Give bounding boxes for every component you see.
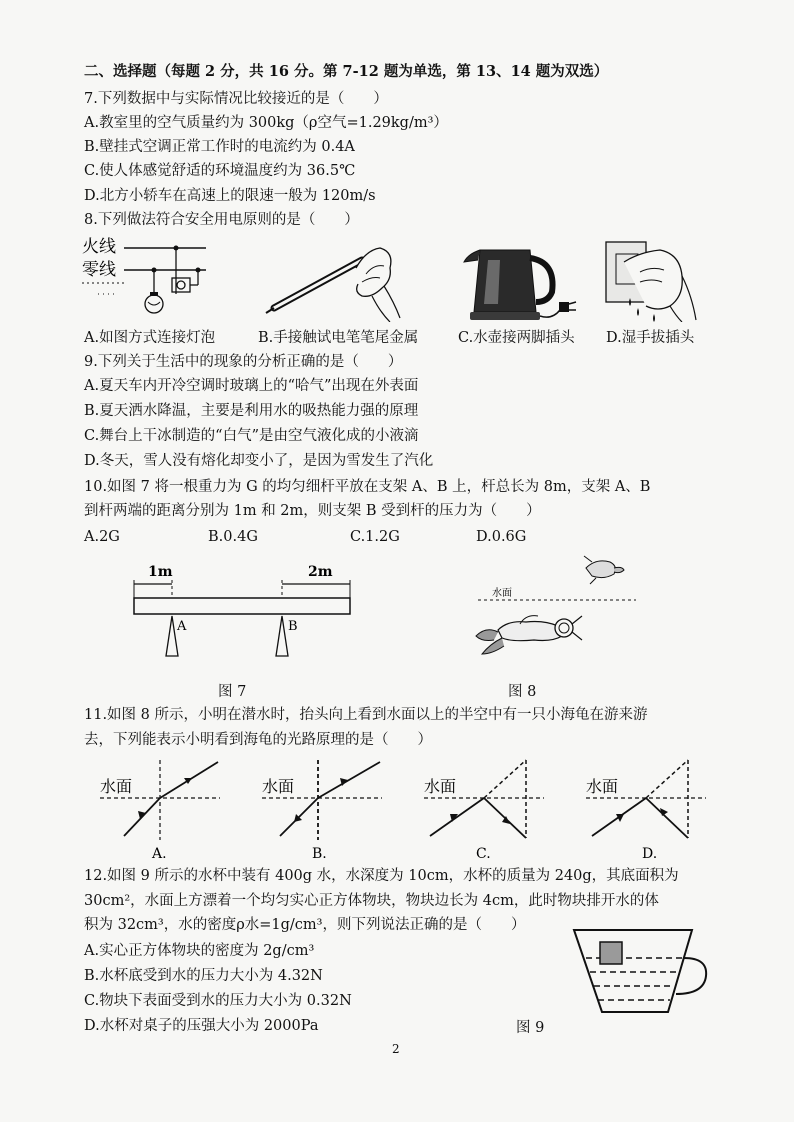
q11-diagram-a <box>94 756 224 862</box>
q7-option-c: C.使人体感觉舒适的环境温度约为 36.5℃ <box>84 163 356 179</box>
q7-option-d: D.北方小轿车在高速上的限速一般为 120m/s <box>84 188 376 204</box>
q11-stem-line1: 11.如图 8 所示，小明在潜水时，抬头向上看到水面以上的半空中有一只小海龟在游来游 <box>84 707 648 723</box>
q8-figure-wet-hand-plug <box>600 236 700 322</box>
fig7-support-a-label: A <box>177 619 187 634</box>
q9-option-a: A.夏天车内开冷空调时玻璃上的“哈气”出现在外表面 <box>84 378 419 394</box>
figure-8-diver <box>468 548 638 668</box>
q8-figure-kettle <box>460 236 580 322</box>
q8-option-d: D.湿手拔插头 <box>606 330 695 346</box>
q8-option-c: C.水壶接两脚插头 <box>458 330 575 346</box>
q7-option-b: B.壁挂式空调正常工作时的电流约为 0.4A <box>84 139 355 155</box>
q11-b-water-label: 水面 <box>262 777 295 796</box>
figure-9-cup <box>566 924 722 1016</box>
q12-option-b: B.水杯底受到水的压力大小为 4.32N <box>84 968 323 984</box>
q11-diagram-c <box>418 756 548 862</box>
q12-option-d: D.水杯对桌子的压强大小为 2000Pa <box>84 1018 319 1034</box>
q10-stem-line1: 10.如图 7 将一根重力为 G 的均匀细杆平放在支架 A、B 上，杆总长为 8m，支架 A、B <box>84 479 651 495</box>
q10-stem-line2: 到杆两端的距离分别为 1m 和 2m，则支架 B 受到杆的压力为（ ） <box>84 503 541 519</box>
q9-option-d: D.冬天，雪人没有熔化却变小了，是因为雪发生了汽化 <box>84 453 434 469</box>
q12-stem-line1: 12.如图 9 所示的水杯中装有 400g 水，水深度为 10cm，水杯的质量为 240g，其底面积为 <box>84 868 679 884</box>
figure-9-caption: 图 9 <box>516 1020 545 1036</box>
figure-7-rod <box>128 560 364 668</box>
q11-option-a-label: A. <box>152 846 167 862</box>
q12-stem-line3: 积为 32cm³，水的密度ρ水=1g/cm³，则下列说法正确的是（ ） <box>84 917 526 933</box>
q10-option-d: D.0.6G <box>476 529 527 545</box>
fig7-1m-label: 1m <box>148 564 173 580</box>
q11-stem-line2: 去，下列能表示小明看到海龟的光路原理的是（ ） <box>84 732 432 748</box>
neutral-wire-label: 零线 <box>82 260 116 280</box>
q8-figure-wiring <box>78 236 208 322</box>
q11-option-c-label: C. <box>476 846 491 862</box>
q10-option-a: A.2G <box>84 529 120 545</box>
q11-option-b-label: B. <box>312 846 327 862</box>
q10-option-b: B.0.4G <box>208 529 258 545</box>
fig7-2m-label: 2m <box>308 564 333 580</box>
figure-7-caption: 图 7 <box>218 684 247 700</box>
q8-stem: 8.下列做法符合安全用电原则的是（ ） <box>84 212 359 228</box>
q11-a-water-label: 水面 <box>100 777 133 796</box>
fig8-water-surface-label: 水面 <box>492 588 512 599</box>
q12-option-a: A.实心正方体物块的密度为 2g/cm³ <box>84 943 315 959</box>
q11-d-water-label: 水面 <box>586 777 619 796</box>
q10-option-c: C.1.2G <box>350 529 400 545</box>
q11-diagram-b <box>256 756 386 862</box>
q8-option-a: A.如图方式连接灯泡 <box>84 330 216 346</box>
q12-stem-line2: 30cm²，水面上方漂着一个均匀实心正方体物块，物块边长为 4cm，此时物块排开水的体 <box>84 893 659 909</box>
q9-stem: 9.下列关于生活中的现象的分析正确的是（ ） <box>84 354 403 370</box>
live-wire-label: 火线 <box>82 237 116 257</box>
q8-option-b: B.手接触试电笔笔尾金属 <box>258 330 419 346</box>
q8-figure-test-pen <box>262 238 402 322</box>
figure-8-caption: 图 8 <box>508 684 537 700</box>
q11-option-d-label: D. <box>642 846 658 862</box>
fig7-support-b-label: B <box>288 619 298 634</box>
section-title: 二、选择题（每题 2 分，共 16 分。第 7-12 题为单选，第 13、14 题为双选） <box>84 63 609 80</box>
q7-option-a: A.教室里的空气质量约为 300kg（ρ空气=1.29kg/m³） <box>84 115 448 131</box>
q12-option-c: C.物块下表面受到水的压力大小为 0.32N <box>84 993 352 1009</box>
q11-c-water-label: 水面 <box>424 777 457 796</box>
page-number: 2 <box>392 1042 400 1056</box>
q11-diagram-d <box>580 756 710 862</box>
q7-stem: 7.下列数据中与实际情况比较接近的是（ ） <box>84 91 388 107</box>
q9-option-b: B.夏天洒水降温，主要是利用水的吸热能力强的原理 <box>84 403 419 419</box>
q9-option-c: C.舞台上干冰制造的“白气”是由空气液化成的小液滴 <box>84 428 419 444</box>
